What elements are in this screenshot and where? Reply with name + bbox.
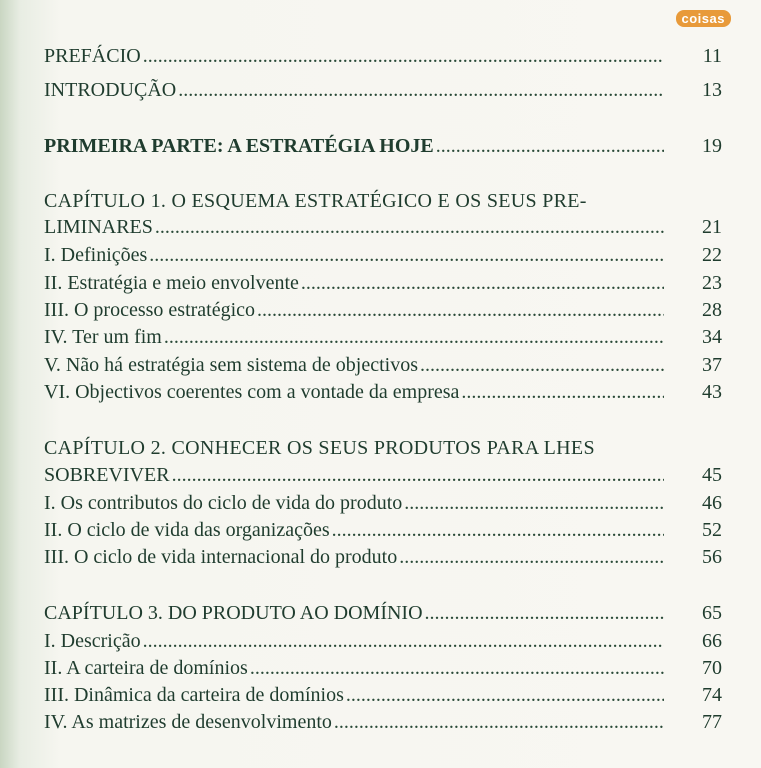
section-label: I. Os contributos do ciclo de vida do produto xyxy=(44,492,403,514)
toc-entry-chapter-1-section[interactable] xyxy=(44,296,722,324)
section-label: II. A carteira de domínios xyxy=(44,657,248,679)
toc-entry-label: PREFÁCIO xyxy=(44,45,141,67)
toc-entry-introducao[interactable] xyxy=(44,76,722,104)
toc-entry-page: 34 xyxy=(702,326,722,348)
toc-entry-chapter-1-section[interactable] xyxy=(44,351,722,379)
section-label: III. O ciclo de vida internacional do produto xyxy=(44,546,398,568)
toc-entry-chapter-1[interactable] xyxy=(44,213,722,241)
toc-entry-chapter-2-section[interactable] xyxy=(44,543,722,571)
toc-entry-page: 13 xyxy=(702,79,722,101)
toc-entry-chapter-3-section[interactable] xyxy=(44,627,722,655)
section-label: III. Dinâmica da carteira de domínios xyxy=(44,684,344,706)
toc-entry-chapter-1-section[interactable] xyxy=(44,378,722,406)
chapter-2-title-line1[interactable]: CAPÍTULO 2. CONHECER OS SEUS PRODUTOS PARA LHES xyxy=(44,437,595,459)
dot-leader xyxy=(399,543,664,571)
section-label: IV. As matrizes de desenvolvimento xyxy=(44,711,332,733)
chapter-1-title-line1[interactable]: CAPÍTULO 1. O ESQUEMA ESTRATÉGICO E OS SEUS PRE- xyxy=(44,190,587,212)
toc-entry-page: 65 xyxy=(702,602,722,624)
toc-entry-page: 66 xyxy=(702,630,722,652)
toc-entry-page: 22 xyxy=(702,244,722,266)
dot-leader xyxy=(404,489,664,517)
dot-leader xyxy=(257,296,664,324)
toc-entry-page: 74 xyxy=(702,684,722,706)
dot-leader xyxy=(172,461,664,489)
toc-entry-page: 43 xyxy=(702,381,722,403)
dot-leader xyxy=(425,599,664,627)
section-label: V. Não há estratégia sem sistema de objectivos xyxy=(44,354,418,376)
dot-leader xyxy=(420,351,664,379)
toc-entry-page: 28 xyxy=(702,299,722,321)
chapter-2-title-line2: SOBREVIVER xyxy=(44,464,170,486)
toc-entry-page: 11 xyxy=(702,45,722,67)
section-label: I. Descrição xyxy=(44,630,141,652)
dot-leader xyxy=(149,241,664,269)
toc-entry-page: 52 xyxy=(702,519,722,541)
toc-entry-page: 70 xyxy=(702,657,722,679)
chapter-3-title: CAPÍTULO 3. DO PRODUTO AO DOMÍNIO xyxy=(44,602,423,624)
toc-entry-label: INTRODUÇÃO xyxy=(44,79,177,101)
toc-entry-page: 77 xyxy=(702,711,722,733)
toc-entry-primeira-parte[interactable] xyxy=(44,132,722,160)
section-label: II. O ciclo de vida das organizações xyxy=(44,519,330,541)
section-label: IV. Ter um fim xyxy=(44,326,162,348)
dot-leader xyxy=(143,627,664,655)
toc-entry-chapter-3[interactable] xyxy=(44,599,722,627)
dot-leader xyxy=(346,681,664,709)
section-label: III. O processo estratégico xyxy=(44,299,256,321)
chapter-1-title-line2: LIMINARES xyxy=(44,216,153,238)
toc-entry-chapter-1-section[interactable] xyxy=(44,241,722,269)
coisas-watermark: coisas xyxy=(676,10,731,27)
toc-entry-chapter-2[interactable] xyxy=(44,461,722,489)
dot-leader xyxy=(332,516,664,544)
section-label: I. Definições xyxy=(44,244,148,266)
section-label: VI. Objectivos coerentes com a vontade da empresa xyxy=(44,381,460,403)
dot-leader xyxy=(178,76,664,104)
section-label: II. Estratégia e meio envolvente xyxy=(44,272,299,294)
dot-leader xyxy=(436,132,664,160)
dot-leader xyxy=(461,378,664,406)
dot-leader xyxy=(301,269,664,297)
toc-entry-chapter-2-section[interactable] xyxy=(44,489,722,517)
toc-entry-chapter-1-section[interactable] xyxy=(44,323,722,351)
toc-entry-chapter-3-section[interactable] xyxy=(44,708,722,736)
toc-entry-prefacio[interactable] xyxy=(44,42,722,70)
toc-entry-chapter-3-section[interactable] xyxy=(44,681,722,709)
toc-entry-chapter-1-section[interactable] xyxy=(44,269,722,297)
dot-leader xyxy=(334,708,664,736)
toc-entry-page: 19 xyxy=(702,135,722,157)
dot-leader xyxy=(250,654,664,682)
dot-leader xyxy=(164,323,664,351)
dot-leader xyxy=(155,213,664,241)
toc-entry-chapter-3-section[interactable] xyxy=(44,654,722,682)
toc-entry-page: 46 xyxy=(702,492,722,514)
toc-entry-page: 21 xyxy=(702,216,722,238)
dot-leader xyxy=(143,42,664,70)
toc-entry-page: 45 xyxy=(702,464,722,486)
toc-entry-page: 23 xyxy=(702,272,722,294)
toc-entry-page: 56 xyxy=(702,546,722,568)
part-title: PRIMEIRA PARTE: A ESTRATÉGIA HOJE xyxy=(44,135,434,157)
toc-entry-page: 37 xyxy=(702,354,722,376)
toc-entry-chapter-2-section[interactable] xyxy=(44,516,722,544)
